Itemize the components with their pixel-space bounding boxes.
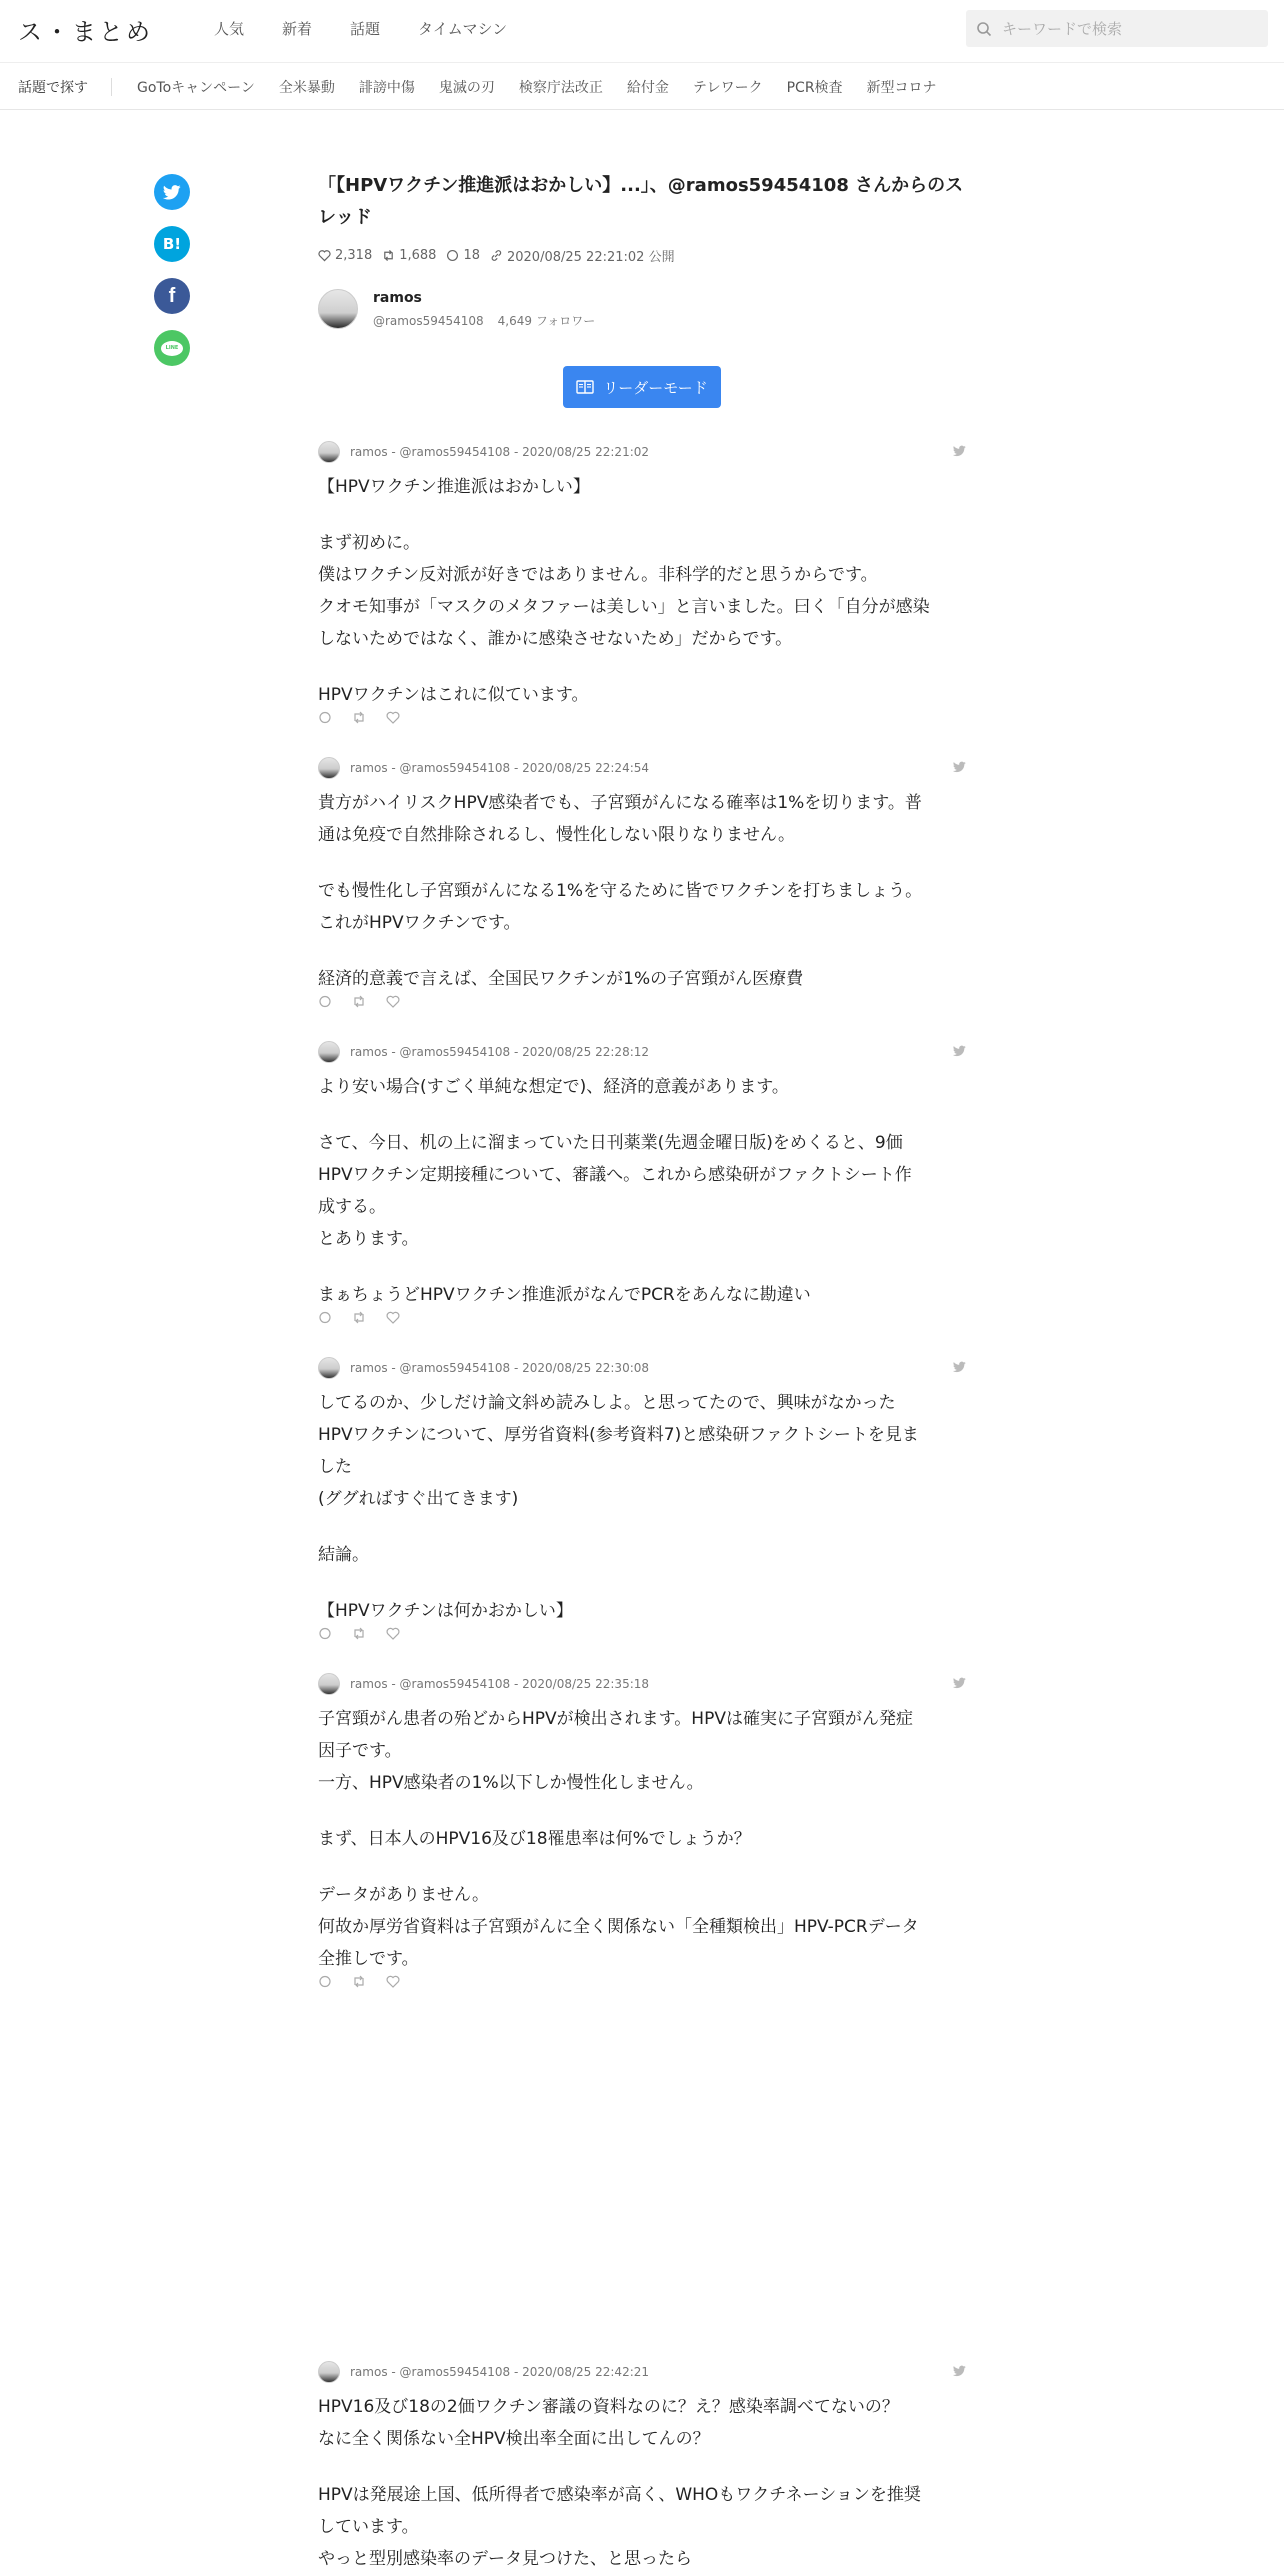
heart-icon xyxy=(318,249,331,262)
tweet-paragraph: さて、今日、机の上に溜まっていた日刊薬業(先週金曜日版)をめくると、9価 HPVワクチン定期接種について、審議へ。これから感染研がファクトシート作 成する。 とあります。 xyxy=(318,1133,912,1249)
tweet-card xyxy=(318,757,966,1008)
tweet-meta[interactable]: ramos - @ramos59454108 - 2020/08/25 22:21:02 xyxy=(350,445,650,459)
topic-item[interactable]: 検察庁法改正 xyxy=(518,80,603,96)
retweet-icon[interactable] xyxy=(352,1975,366,1988)
retweet-icon[interactable] xyxy=(352,711,366,724)
tweet-header xyxy=(318,441,966,463)
tweet-card xyxy=(318,1041,966,1324)
facebook-icon: f xyxy=(168,284,176,307)
tweet-paragraph: データがありません。 何故か厚労省資料は子宮頸がんに全く関係ない「全種類検出」HPV-PCRデータ 全推しです。 xyxy=(318,1885,919,1969)
page-title: 「【HPVワクチン推進派はおかしい】...」、@ramos59454108 さんからのスレッド xyxy=(318,175,964,228)
article-stats xyxy=(318,246,966,265)
tweet-body xyxy=(318,787,966,995)
author-info xyxy=(373,290,609,329)
tweet-paragraph: 結論。 xyxy=(318,1545,369,1565)
tweet-body xyxy=(318,1071,966,1311)
search-placeholder: キーワードで検索 xyxy=(1002,20,1123,38)
published-date: 2020/08/25 22:21:02 公開 xyxy=(490,246,675,265)
heart-icon[interactable] xyxy=(386,711,400,724)
twitter-icon[interactable] xyxy=(953,2365,966,2377)
retweet-icon[interactable] xyxy=(352,1311,366,1324)
share-hatena-button[interactable] xyxy=(154,226,190,262)
heart-icon[interactable] xyxy=(386,1627,400,1640)
tweet-avatar[interactable] xyxy=(318,1357,340,1379)
topic-item[interactable]: PCR検査 xyxy=(786,80,843,96)
retweet-icon[interactable] xyxy=(352,1627,366,1640)
twitter-icon[interactable] xyxy=(953,1045,966,1057)
tweet-card xyxy=(318,1357,966,1640)
topics-divider xyxy=(111,78,112,96)
topic-item[interactable]: 鬼滅の刃 xyxy=(438,80,495,96)
tweet-paragraph: してるのか、少しだけ論文斜め読みしよ。と思ってたので、興味がなかった HPVワクチンについて、厚労省資料(参考資料7)と感染研ファクトシートを見ま した (ググればすぐ出てきます) xyxy=(318,1393,919,1509)
topic-item[interactable]: GoToキャンペーン xyxy=(137,80,255,96)
article-header xyxy=(318,170,966,397)
topic-item[interactable]: 誹謗中傷 xyxy=(358,80,415,96)
tweet-actions xyxy=(318,995,966,1008)
twitter-icon[interactable] xyxy=(953,445,966,457)
tweet-paragraph: まず、日本人のHPV16及び18罹患率は何%でしょうか？ xyxy=(318,1829,751,1849)
topics-list xyxy=(137,77,961,97)
reply-icon[interactable] xyxy=(318,1311,332,1324)
heart-icon[interactable] xyxy=(386,1975,400,1988)
nav-topics[interactable]: 話題 xyxy=(350,20,381,38)
tweet-paragraph: より安い場合(すごく単純な想定で)、経済的意義があります。 xyxy=(318,1077,789,1097)
search-icon xyxy=(976,21,992,37)
share-line-button[interactable] xyxy=(154,330,190,366)
tweet-paragraph: HPV16及び18の2価ワクチン審議の資料なのに？え？感染率調べてないの？ なに全く関係ない全HPV検出率全面に出してんの？ xyxy=(318,2397,899,2449)
tweet-meta[interactable]: ramos - @ramos59454108 - 2020/08/25 22:35:18 xyxy=(350,1677,650,1691)
tweet-card xyxy=(318,1673,966,1988)
share-facebook-button[interactable] xyxy=(154,278,190,314)
tweet-meta[interactable]: ramos - @ramos59454108 - 2020/08/25 22:28:12 xyxy=(350,1045,650,1059)
tweet-body xyxy=(318,2391,966,2568)
retweets-count: 1,688 xyxy=(382,248,436,263)
tweet-meta[interactable]: ramos - @ramos59454108 - 2020/08/25 22:42:21 xyxy=(350,2365,650,2379)
comments-count: 18 xyxy=(446,248,480,263)
reply-icon[interactable] xyxy=(318,995,332,1008)
author-sub xyxy=(373,312,609,329)
tweet-paragraph: まぁちょうどHPVワクチン推進派がなんでPCRをあんなに勘違い xyxy=(318,1285,811,1305)
tweet-body xyxy=(318,1387,966,1627)
author-handle: @ramos59454108 xyxy=(373,313,484,328)
topics-bar xyxy=(0,62,1284,110)
tweet-avatar[interactable] xyxy=(318,757,340,779)
reader-mode-button[interactable]: リーダーモード xyxy=(563,366,721,408)
topics-label: 話題で探す xyxy=(18,80,88,96)
nav-popular[interactable]: 人気 xyxy=(214,20,245,38)
tweet-header xyxy=(318,1673,966,1695)
hatena-icon: B! xyxy=(162,235,182,253)
twitter-icon xyxy=(163,185,181,200)
tweet-paragraph: 【HPVワクチンは何かおかしい】 xyxy=(318,1601,573,1621)
tweet-header xyxy=(318,757,966,779)
comment-icon xyxy=(446,249,459,262)
tweet-body xyxy=(318,471,966,711)
tweet-avatar[interactable] xyxy=(318,441,340,463)
tweet-paragraph: 子宮頸がん患者の殆どからHPVが検出されます。HPVは確実に子宮頸がん発症 因子です。 一方、HPV感染者の1%以下しか慢性化しません。 xyxy=(318,1709,913,1793)
tweet-paragraph: まず初めに。 僕はワクチン反対派が好きではありません。非科学的だと思うからです。 クオモ知事が「マスクのメタファーは美しい」と言いました。曰く「自分が感染 しないためではなく、誰かに感染させないため」だからです。 xyxy=(318,533,930,649)
heart-icon[interactable] xyxy=(386,1311,400,1324)
site-header xyxy=(0,0,1284,56)
tweet-actions xyxy=(318,1975,966,1988)
tweet-meta[interactable]: ramos - @ramos59454108 - 2020/08/25 22:30:08 xyxy=(350,1361,650,1375)
nav-timemachine[interactable]: タイムマシン xyxy=(418,20,508,38)
twitter-icon[interactable] xyxy=(953,1361,966,1373)
topic-item[interactable]: テレワーク xyxy=(692,80,763,96)
site-logo[interactable]: ス・まとめ xyxy=(18,18,153,46)
topic-item[interactable]: 新型コロナ xyxy=(866,80,937,96)
tweet-actions xyxy=(318,1311,966,1324)
share-twitter-button[interactable] xyxy=(154,174,190,210)
tweet-avatar[interactable] xyxy=(318,2361,340,2383)
tweet-paragraph: 経済的意義で言えば、全国民ワクチンが1%の子宮頸がん医療費 xyxy=(318,969,804,989)
likes-count: 2,318 xyxy=(318,248,372,263)
line-icon: LINE xyxy=(161,341,183,356)
tweet-header xyxy=(318,1357,966,1379)
tweet-paragraph: 【HPVワクチン推進派はおかしい】 xyxy=(318,477,590,497)
tweet-meta[interactable]: ramos - @ramos59454108 - 2020/08/25 22:24:54 xyxy=(350,761,650,775)
tweet-header xyxy=(318,2361,966,2383)
author-followers: 4,649 フォロワー xyxy=(497,313,596,328)
link-icon xyxy=(490,249,503,262)
retweet-icon xyxy=(382,249,395,262)
twitter-icon[interactable] xyxy=(953,1677,966,1689)
tweet-avatar[interactable] xyxy=(318,1041,340,1063)
topic-item[interactable]: 給付金 xyxy=(626,80,669,96)
tweet-paragraph: HPVワクチンはこれに似ています。 xyxy=(318,685,589,705)
main-nav xyxy=(214,18,545,39)
topic-item[interactable]: 全米暴動 xyxy=(278,80,335,96)
tweet-paragraph: HPVは発展途上国、低所得者で感染率が高く、WHOもワクチネーションを推奨 しています。 やっと型別感染率のデータ見つけた、と思ったら xyxy=(318,2485,921,2568)
search-input[interactable] xyxy=(966,10,1268,47)
avatar[interactable] xyxy=(318,289,358,329)
reply-icon[interactable] xyxy=(318,1975,332,1988)
tweet-actions xyxy=(318,711,966,724)
tweet-body xyxy=(318,1703,966,1975)
tweet-header xyxy=(318,1041,966,1063)
tweet-actions xyxy=(318,1627,966,1640)
heart-icon[interactable] xyxy=(386,995,400,1008)
reply-icon[interactable] xyxy=(318,711,332,724)
reply-icon[interactable] xyxy=(318,1627,332,1640)
tweet-paragraph: でも慢性化し子宮頸がんになる1%を守るために皆でワクチンを打ちましょう。 これがHPVワクチンです。 xyxy=(318,881,923,933)
tweet-card xyxy=(318,2361,966,2568)
tweet-paragraph: 貴方がハイリスクHPV感染者でも、子宮頸がんになる確率は1%を切ります。普 通は免疫で自然排除されるし、慢性化しない限りなりません。 xyxy=(318,793,922,845)
tweet-avatar[interactable] xyxy=(318,1673,340,1695)
nav-new[interactable]: 新着 xyxy=(282,20,313,38)
author-name[interactable]: ramos xyxy=(373,289,422,306)
retweet-icon[interactable] xyxy=(352,995,366,1008)
book-icon xyxy=(576,380,594,394)
tweet-card xyxy=(318,441,966,724)
twitter-icon[interactable] xyxy=(953,761,966,773)
author-card[interactable] xyxy=(318,289,966,329)
